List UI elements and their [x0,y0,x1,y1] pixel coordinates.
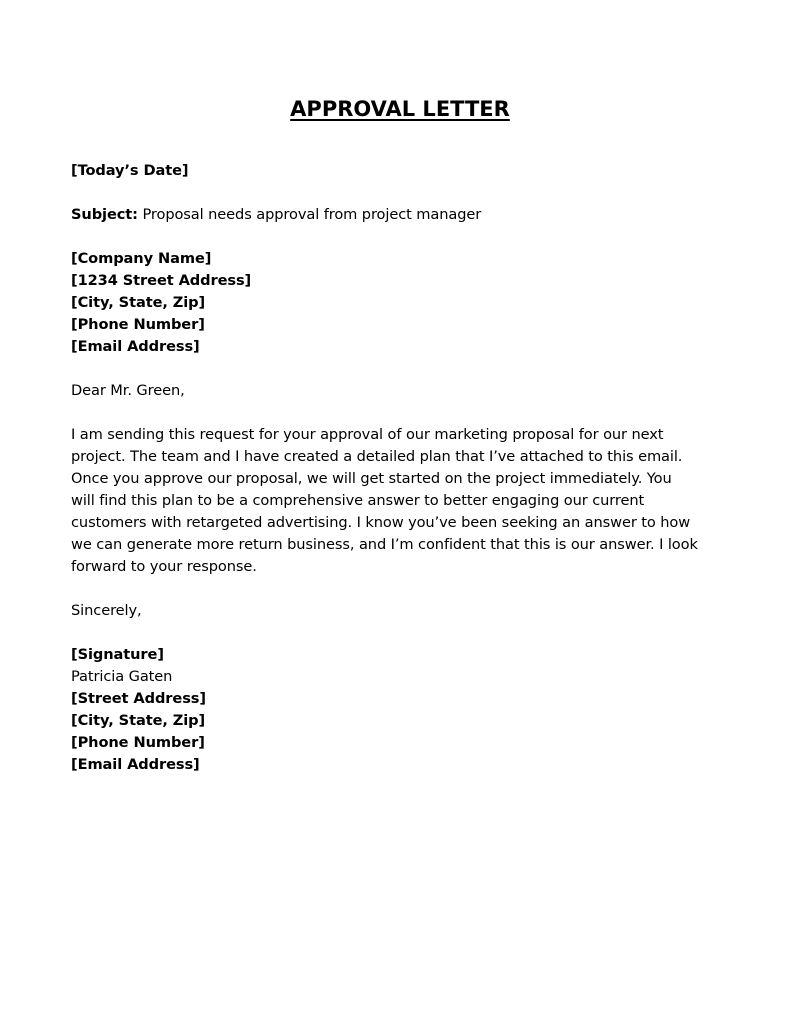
body-line: forward to your response. [71,558,257,575]
sender-email: [Email Address] [71,756,200,773]
date-placeholder: [Today’s Date] [71,162,189,179]
subject-line [71,204,736,226]
body-line: project. The team and I have created a detailed plan that I’ve attached to this email. [71,448,683,465]
letter-body [71,160,736,776]
closing: Sincerely, [71,602,142,619]
spacer [71,402,736,424]
letter-title-text: APPROVAL LETTER [290,97,510,121]
body-line: Once you approve our proposal, we will get started on the project immediately. You [71,470,672,487]
body-line: customers with retargeted advertising. I know you’ve been seeking an answer to how [71,514,691,531]
body-line: I am sending this request for your approval of our marketing proposal for our next [71,426,664,443]
body-paragraph [71,424,736,578]
subject-label: Subject: [71,206,138,223]
recipient-phone: [Phone Number] [71,316,205,333]
salutation: Dear Mr. Green, [71,382,185,399]
spacer [71,622,736,644]
recipient-street: [1234 Street Address] [71,272,252,289]
sender-signature: [Signature] [71,646,164,663]
body-line: will find this plan to be a comprehensive answer to better engaging our current [71,492,645,509]
recipient-email: [Email Address] [71,338,200,355]
recipient-city: [City, State, Zip] [71,294,206,311]
spacer [71,182,736,204]
sender-city: [City, State, Zip] [71,712,206,729]
subject-text: Proposal needs approval from project manager [137,206,482,223]
sender-name: Patricia Gaten [71,668,173,685]
letter-title [0,94,800,124]
spacer [71,226,736,248]
body-line: we can generate more return business, and I’m confident that this is our answer. I look [71,536,698,553]
sender-phone: [Phone Number] [71,734,205,751]
recipient-company: [Company Name] [71,250,212,267]
spacer [71,578,736,600]
spacer [71,358,736,380]
sender-street: [Street Address] [71,690,206,707]
